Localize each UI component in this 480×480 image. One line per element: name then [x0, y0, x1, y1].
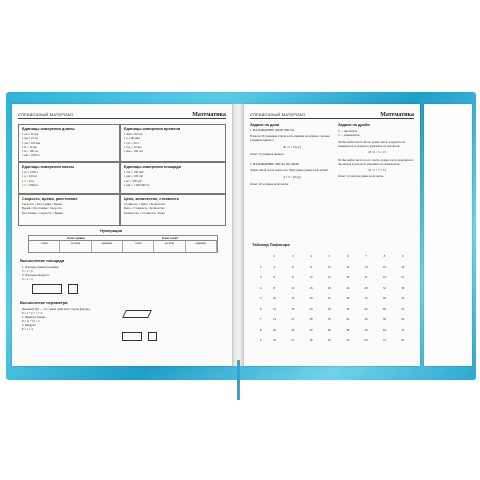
pythagoras-cell: 6 — [273, 275, 276, 280]
parts-subtitle-2: 2. НАХОЖДЕНИЕ ЧИСЛА ПО ДОЛЕ — [250, 162, 299, 166]
fractions-answer: Ответ: 14 метров длина всей ленты. — [338, 174, 384, 178]
pythagoras-cell: 36 — [309, 338, 313, 343]
pythagoras-cell: 81 — [401, 338, 405, 343]
pythagoras-cell: 15 — [291, 296, 295, 301]
pythagoras-cell: 35 — [327, 317, 331, 322]
pythagoras-cell: 20 — [309, 296, 313, 301]
mass-units-box — [18, 162, 120, 194]
area-units-box — [120, 162, 226, 194]
pythagoras-cell: 42 — [346, 317, 350, 322]
pythagoras-cell: 8 — [273, 285, 276, 290]
fractions-text-1: Чтобы найти часть числа, нужно число разделить на знаменатель и результат умножить на числитель. — [338, 140, 406, 148]
pythagoras-cell: 40 — [327, 327, 331, 332]
pythagoras-cell: 27 — [401, 275, 405, 280]
fractions-calc-1: 18 : 6 × 5 = 15 — [368, 150, 386, 154]
pythagoras-cell: 56 — [382, 317, 386, 322]
pythagoras-header-cell: 6 — [346, 254, 349, 259]
pythagoras-header-cell: 4 — [310, 254, 312, 259]
speed-box — [18, 194, 120, 226]
price-box — [120, 194, 226, 226]
header-label: СПРАВОЧНЫЙ МАТЕРИАЛ — [18, 112, 73, 117]
pythagoras-cell: 48 — [382, 306, 386, 311]
pythagoras-cell: 32 — [382, 285, 386, 290]
pythagoras-cell: 21 — [364, 275, 368, 280]
parts-calc-2: 4 × 5 = 20 (м) — [283, 175, 301, 179]
pythagoras-row — [256, 262, 412, 273]
pythagoras-row — [256, 304, 412, 315]
pythagoras-cell: 5 — [259, 296, 262, 301]
pythagoras-cell: 18 — [272, 338, 276, 343]
pythagoras-cell: 3 — [259, 275, 262, 280]
pythagoras-header-cell: 2 — [273, 254, 276, 259]
pythagoras-cell: 24 — [309, 306, 313, 311]
pythagoras-cell: 35 — [364, 296, 368, 301]
page-header — [250, 110, 414, 119]
pythagoras-cell: 12 — [291, 285, 295, 290]
pythagoras-cell: 56 — [364, 327, 368, 332]
pythagoras-cell: 14 — [272, 317, 276, 322]
pythagoras-cell: 8 — [259, 327, 262, 332]
pythagoras-cell: 15 — [327, 275, 331, 280]
box-title: Цена, количество, стоимость — [124, 197, 180, 201]
header-subject: Математика — [192, 112, 226, 118]
pythagoras-cell: 25 — [327, 296, 331, 301]
pythagoras-cell: 28 — [309, 317, 313, 322]
parts-title: Задачи на доли — [250, 123, 280, 127]
area-section-text: 1. Площадь прямоугольника: S = a × b 2. Площадь квадрата: S = a × a — [22, 265, 59, 281]
notebook-spine — [232, 104, 244, 366]
square-figure — [68, 284, 78, 294]
fractions-calc-2: 10 : 5 × 7 = 14 — [368, 168, 386, 172]
pythagoras-cell: 30 — [327, 306, 331, 311]
pythagoras-cell: 64 — [382, 327, 386, 332]
pythagoras-cell: 6 — [259, 306, 262, 311]
pythagoras-cell: 27 — [291, 338, 295, 343]
ribbon-bookmark — [237, 360, 240, 400]
fractions-title: Задачи на дроби — [338, 123, 370, 127]
perimeter-rectangle-figure — [122, 332, 142, 341]
pythagoras-header-cell: 3 — [291, 254, 294, 259]
pythagoras-row — [256, 335, 412, 346]
pythagoras-table — [256, 251, 412, 346]
blank-page — [424, 104, 472, 366]
numeration-row: сотни десятки единицы сотни десятки единицы — [29, 241, 217, 253]
pythagoras-cell: 32 — [309, 327, 313, 332]
length-units-box — [18, 124, 120, 162]
pythagoras-row — [256, 272, 412, 283]
pythagoras-header-cell: 5 — [328, 254, 331, 259]
numeration-title: Нумерация — [100, 228, 123, 233]
pythagoras-cell: 8 — [310, 264, 312, 269]
box-lines: 1 см² = 100 мм² 1 дм² = 100 см² 1 м² = 100 дм² 1 км² = 1 000 000 м² — [124, 170, 150, 187]
pythagoras-title: Таблица Пифагора — [252, 242, 290, 247]
pythagoras-cell: 42 — [364, 306, 368, 311]
pythagoras-cell: 63 — [401, 317, 405, 322]
right-page — [244, 104, 420, 366]
pythagoras-cell: 18 — [401, 264, 405, 269]
pythagoras-row — [256, 293, 412, 304]
pythagoras-cell: 30 — [346, 296, 350, 301]
header-subject: Математика — [380, 112, 414, 118]
perimeter-section-text: Периметр (P) — это сумма длин всех сторон фигуры. P = a + b + c + d 1. Прямоугольник: P = (a + b) × 2 2. Квадрат: P = a × 4 — [22, 307, 91, 331]
parallelogram-figure — [122, 310, 152, 318]
numeration-table — [28, 235, 218, 253]
pythagoras-cell: 21 — [291, 317, 295, 322]
pythagoras-cell: 10 — [327, 264, 331, 269]
area-section-title: Вычисление площади — [20, 258, 65, 263]
pythagoras-cell: 24 — [291, 327, 295, 332]
time-units-box — [120, 124, 226, 162]
pythagoras-row — [256, 314, 412, 325]
box-lines: Стоимость = Цена × Количество Цена = Стоимость : Количество Количество = Стоимость : Цена — [124, 202, 166, 215]
box-title: Единицы измерения времени — [124, 127, 181, 131]
pythagoras-cell: 4 — [273, 264, 276, 269]
box-title: Единицы измерения площади — [124, 165, 181, 169]
parts-text-1: В школе 30 учеников. Пятая часть пришла на кружок. Сколько учеников пришло? — [250, 134, 330, 142]
pythagoras-cell: 7 — [259, 317, 262, 322]
pythagoras-cell: 16 — [272, 327, 276, 332]
parts-answer-1: Ответ: 6 учеников пришло. — [250, 152, 285, 156]
pythagoras-cell: 49 — [364, 317, 368, 322]
fraction-denominator-label: 5 — знаменатель — [338, 133, 360, 137]
fractions-problems — [338, 123, 416, 178]
parts-text-2: Длина пятой части ленты 4 м. Чему равна длина всей ленты? — [250, 168, 329, 172]
pythagoras-cell: 12 — [309, 275, 313, 280]
pythagoras-cell: 54 — [401, 306, 405, 311]
pythagoras-cell: 14 — [364, 264, 368, 269]
fractions-text-2: Чтобы найти число по его части, нужно часть разделить на числитель и результат умножить на знаменатель. — [338, 158, 414, 166]
pythagoras-header-cell: 8 — [383, 254, 386, 259]
pythagoras-cell: 45 — [401, 296, 405, 301]
pythagoras-cell: 54 — [346, 338, 350, 343]
pythagoras-cell: 72 — [382, 338, 386, 343]
pythagoras-cell: 18 — [346, 275, 350, 280]
pythagoras-cell: 72 — [401, 327, 405, 332]
pythagoras-cell: 16 — [309, 285, 313, 290]
fraction-numerator-label: 3 — числитель — [338, 129, 358, 133]
pythagoras-cell: 40 — [382, 296, 386, 301]
box-title: Единицы измерения массы — [22, 165, 75, 169]
pythagoras-cell: 16 — [382, 264, 386, 269]
pythagoras-cell: 12 — [346, 264, 350, 269]
pythagoras-cell: 63 — [364, 338, 368, 343]
parts-subtitle-1: 1. НАХОЖДЕНИЕ ДОЛИ ЧИСЛА — [250, 128, 295, 132]
pythagoras-cell: 24 — [346, 285, 350, 290]
pythagoras-cell: 10 — [272, 296, 276, 301]
perimeter-section-title: Вычисление периметра — [20, 300, 68, 305]
pythagoras-cell: 6 — [291, 264, 294, 269]
pythagoras-cell: 45 — [327, 338, 331, 343]
box-title: Скорость, время, расстояние — [22, 197, 78, 201]
numeration-header: Класс единиц Класс тысяч — [29, 236, 217, 241]
pythagoras-header-cell: 7 — [365, 254, 367, 259]
pythagoras-row — [256, 325, 412, 336]
box-lines: 1 мин = 60 сек 1 ч = 60 мин 1 сут = 24 ч 1 год = 12 мес 1 век = 100 лет — [124, 132, 144, 154]
box-lines: Скорость = Расстояние : Время Время = Расстояние : Скорость Расстояние = Скорость × Время — [22, 202, 63, 215]
pythagoras-cell: 20 — [327, 285, 331, 290]
page-header — [18, 110, 226, 119]
pythagoras-cell: 36 — [346, 306, 350, 311]
pythagoras-cell: 9 — [259, 338, 262, 343]
pythagoras-cell: 48 — [346, 327, 350, 332]
pythagoras-cell: 4 — [259, 285, 262, 290]
pythagoras-cell: 12 — [272, 306, 276, 311]
pythagoras-header-cell — [256, 251, 265, 262]
pythagoras-cell: 9 — [291, 275, 294, 280]
pythagoras-header-cell: 9 — [402, 254, 404, 259]
parts-answer-2: Ответ: 20 м длина всей ленты. — [250, 182, 289, 186]
pythagoras-row — [256, 283, 412, 294]
pythagoras-header-row — [256, 251, 412, 262]
box-lines: 1 см = 10 мм 1 дм = 10 см 1 дм = 100 мм 1 м = 10 дм 1 м = 100 см 1 км = 1000 м — [22, 132, 40, 158]
parts-calc-1: 30 : 5 = 6 (уч.) — [282, 145, 302, 149]
pythagoras-cell: 18 — [291, 306, 295, 311]
pythagoras-cell: 36 — [401, 285, 405, 290]
box-title: Единицы измерения длины — [22, 127, 75, 131]
pythagoras-cell: 2 — [259, 264, 262, 269]
header-label: СПРАВОЧНЫЙ МАТЕРИАЛ — [250, 112, 305, 117]
box-lines: 1 кг = 1000 г 1 ц = 100 кг 1 т = 10 ц 1 т = 1000 кг — [22, 170, 39, 187]
parts-problems — [250, 123, 334, 186]
perimeter-square-figure — [148, 332, 157, 341]
pythagoras-cell: 24 — [382, 275, 386, 280]
pythagoras-cell: 28 — [364, 285, 368, 290]
left-page — [12, 104, 232, 366]
rectangle-figure — [32, 284, 62, 294]
